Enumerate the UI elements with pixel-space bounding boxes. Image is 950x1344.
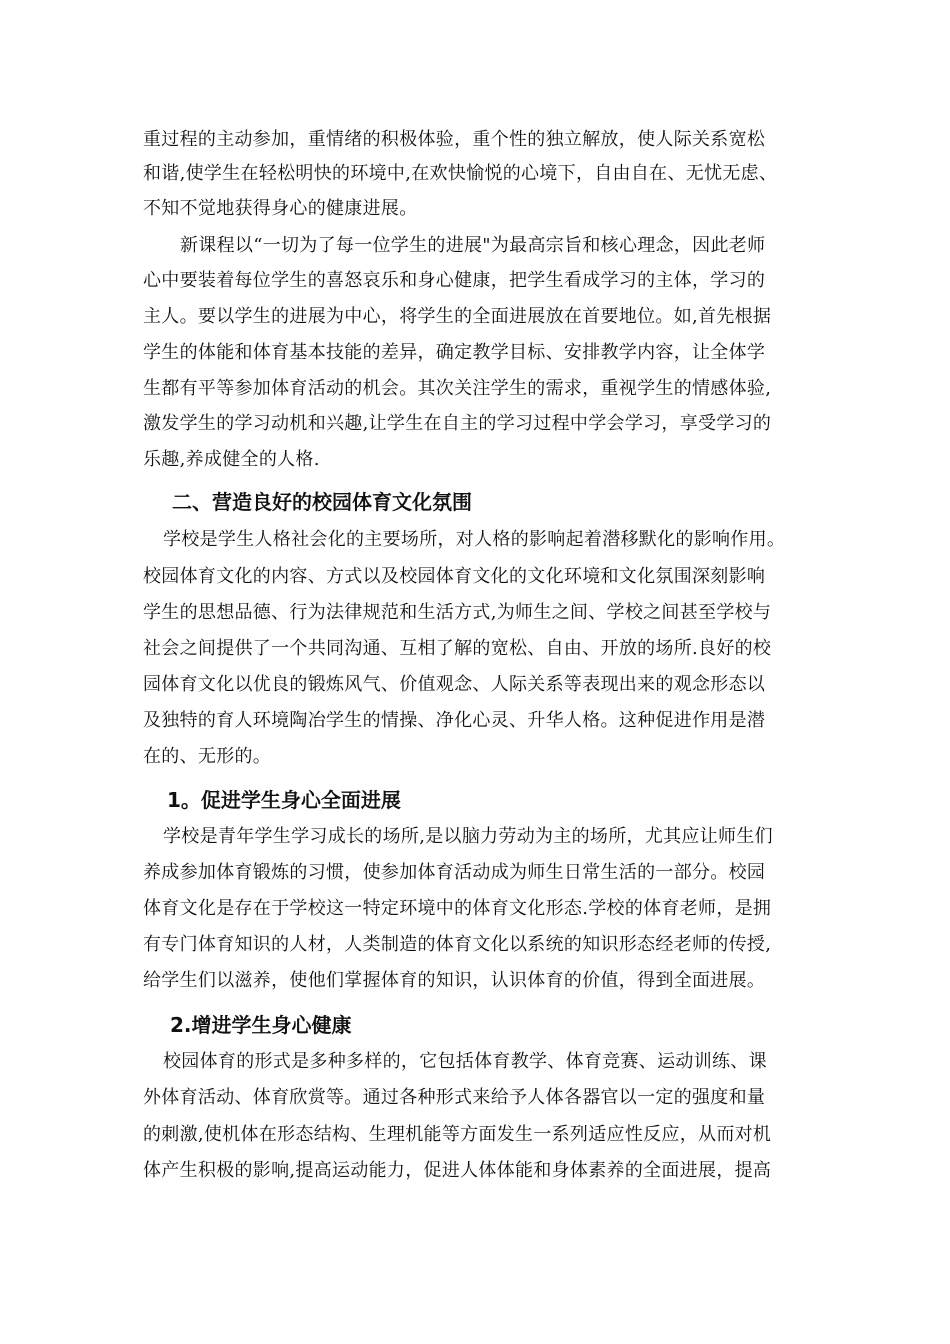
text-line: 和谐,使学生在轻松明快的环境中,在欢快愉悦的心境下，自由自在、无忧无虑、 [143, 163, 778, 184]
text-line: 在的、无形的。 [143, 746, 272, 767]
text-line: 学校是青年学生学习成长的场所,是以脑力劳动为主的场所，尤其应让师生们 [163, 826, 773, 847]
section-heading: 二、营造良好的校园体育文化氛围 [172, 490, 472, 514]
subsection-heading: 2.增进学生身心健康 [170, 1013, 352, 1037]
text-line: 园体育文化以优良的锻炼风气、价值观念、人际关系等表现出来的观念形态以 [143, 674, 766, 695]
text-line: 养成参加体育锻炼的习惯，使参加体育活动成为师生日常生活的一部分。校园 [143, 862, 766, 883]
text-line: 学生的体能和体育基本技能的差异，确定教学目标、安排教学内容，让全体学 [143, 342, 766, 363]
subsection-heading: 1。促进学生身心全面进展 [167, 788, 401, 812]
text-line: 给学生们以滋养，使他们掌握体育的知识，认识体育的价值，得到全面进展。 [143, 970, 766, 991]
text-line: 重过程的主动参加，重情绪的积极体验，重个性的独立解放，使人际关系宽松 [143, 129, 766, 150]
text-line: 的刺激,使机体在形态结构、生理机能等方面发生一系列适应性反应，从而对机 [143, 1124, 772, 1145]
text-line: 学校是学生人格社会化的主要场所，对人格的影响起着潜移默化的影响作用。 [163, 529, 786, 550]
text-line: 校园体育文化的内容、方式以及校园体育文化的文化环境和文化氛围深刻影响 [143, 566, 766, 587]
text-line: 不知不觉地获得身心的健康进展。 [143, 198, 418, 219]
text-line: 有专门体育知识的人材，人类制造的体育文化以系统的知识形态经老师的传授, [143, 934, 772, 955]
text-line: 激发学生的学习动机和兴趣,让学生在自主的学习过程中学会学习，享受学习的 [143, 413, 772, 434]
text-line: 社会之间提供了一个共同沟通、互相了解的宽松、自由、开放的场所.良好的校 [143, 638, 772, 659]
text-line: 心中要装着每位学生的喜怒哀乐和身心健康，把学生看成学习的主体，学习的 [143, 270, 766, 291]
text-line: 学生的思想品德、行为法律规范和生活方式,为师生之间、学校之间甚至学校与 [143, 602, 772, 623]
text-line: 校园体育的形式是多种多样的，它包括体育教学、体育竞赛、运动训练、课 [163, 1051, 767, 1072]
text-line: 体产生积极的影响,提高运动能力，促进人体体能和身体素养的全面进展，提高 [143, 1160, 772, 1181]
text-line: 新课程以“一切为了每一位学生的进展"为最高宗旨和核心理念，因此老师 [180, 235, 766, 256]
text-line: 及独特的育人环境陶冶学生的情操、净化心灵、升华人格。这种促进作用是潜 [143, 710, 766, 731]
text-line: 生都有平等参加体育活动的机会。其次关注学生的需求，重视学生的情感体验, [143, 378, 772, 399]
text-line: 体育文化是存在于学校这一特定环境中的体育文化形态.学校的体育老师，是拥 [143, 898, 772, 919]
text-line: 主人。要以学生的进展为中心，将学生的全面进展放在首要地位。如,首先根据 [143, 306, 772, 327]
text-line: 乐趣,养成健全的人格. [143, 449, 320, 470]
text-line: 外体育活动、体育欣赏等。通过各种形式来给予人体各器官以一定的强度和量 [143, 1087, 766, 1108]
